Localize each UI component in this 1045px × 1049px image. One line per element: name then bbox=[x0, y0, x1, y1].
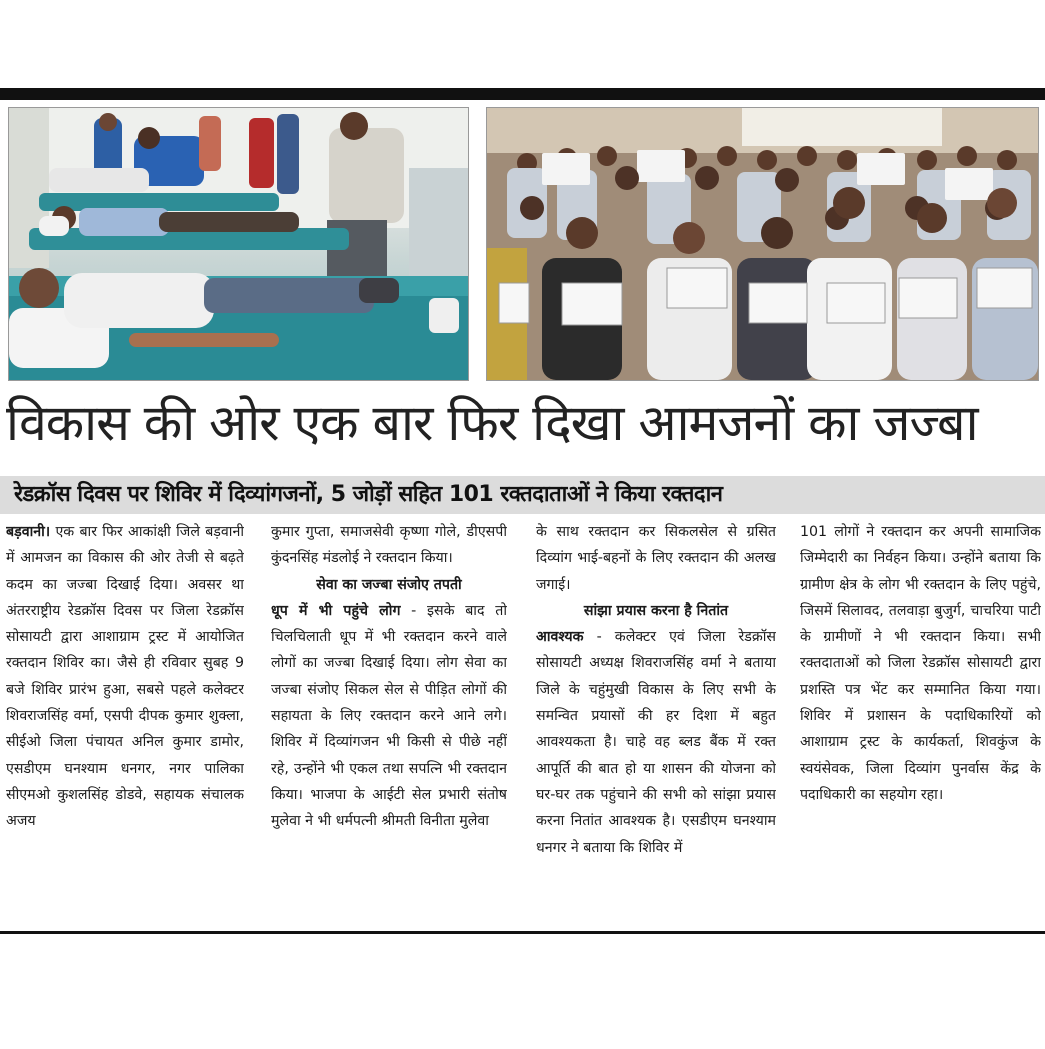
column-3-top-text: के साथ रक्तदान कर सिकलसेल से ग्रसित दिव्यांग भाई-बहनों के लिए रक्तदान की अलख जगाई। bbox=[536, 524, 776, 593]
column-1-paragraph bbox=[6, 519, 244, 835]
blood-donation-illustration bbox=[9, 108, 468, 380]
column-3-text: - कलेक्टर एवं जिला रेडक्रॉस सोसायटी अध्यक्ष शिवराजसिंह वर्मा ने बताया जिले के चहुंमुखी विकास के लिए सभी के समन्वित प्रयासों की हर दिशा में बहुत आवश्यकता है। चाहे वह ब्लड बैंक में रक्त आपूर्ति की बात हो या शासन की योजना को घर-घर तक पहुंचाने की सभी को सांझा प्रयास करना नितांत आवश्यक है। एसडीएम घनश्याम धनगर ने बताया कि शिविर में bbox=[536, 629, 776, 856]
top-rule bbox=[0, 88, 1045, 100]
column-3-paragraph bbox=[536, 624, 776, 861]
crosshead-seva-line-2: धूप में भी पहुंचे लोग bbox=[271, 602, 401, 619]
column-4-text: 101 लोगों ने रक्तदान कर अपनी सामाजिक जिम्मेदारी का निर्वहन किया। उन्होंने बताया कि ग्रामीण क्षेत्र के लोग भी रक्तदान के लिए पहुंचे, जिसमें सिलावद, तलवाड़ा बुजुर्ग, चाचरिया पाटी के ग्रामीणों ने भी रक्तदान किया। सभी रक्तदाताओं को जिला रेडक्रॉस सोसायटी द्वारा प्रशस्ति पत्र भेंट कर सम्मानित किया गया। शिविर में प्रशासन के पदाधिकारियों को आशाग्राम ट्रस्ट के कार्यकर्ता, शिवकुंज के स्वयंसेवक, जिला दिव्यांग पुनर्वास केंद्र के पदाधिकारी का सहयोग रहा। bbox=[800, 524, 1041, 803]
blood-donation-photo bbox=[8, 107, 469, 381]
article-column-3 bbox=[536, 519, 776, 927]
column-2-paragraph bbox=[271, 598, 507, 835]
column-2-top-text: कुमार गुप्ता, समाजसेवी कृष्णा गोले, डीएसपी कुंदनसिंह मंडलोई ने रक्तदान किया। bbox=[271, 524, 507, 567]
column-2-text: - इसके बाद तो चिलचिलाती धूप में भी रक्तदान करने वाले लोगों का जज्बा दिखाई दिया। लोग सेवा का जज्बा संजोए सिकल सेल से पीड़ित लोगों की सहायता के लिए रक्तदान करने आने लगे। शिविर में दिव्यांगजन भी किसी से पीछे नहीं रहे, उन्होंने भी एकल तथा सपत्नि भी रक्तदान किया। भाजपा के आईटी सेल प्रभारी संतोष मुलेवा ने भी धर्मपत्नी श्रीमती विनीता मुलेवा bbox=[271, 602, 507, 830]
crosshead-seva: सेवा का जज्बा संजोए तपती bbox=[316, 576, 462, 593]
subheadline: रेडक्रॉस दिवस पर शिविर में दिव्यांगजनों, 5 जोड़ों सहित 101 रक्तदाताओं ने किया रक्तदान bbox=[14, 482, 723, 507]
bottom-rule bbox=[0, 931, 1045, 934]
group-illustration bbox=[487, 108, 1038, 380]
article-column-1 bbox=[6, 519, 244, 927]
headline: विकास की ओर एक बार फिर दिखा आमजनों का जज्बा bbox=[6, 394, 978, 452]
dateline: बड़वानी। bbox=[6, 524, 51, 540]
article-column-4 bbox=[800, 519, 1041, 927]
crosshead-sanjha: सांझा प्रयास करना है नितांत bbox=[583, 602, 729, 619]
crosshead-sanjha-line-2: आवश्यक bbox=[536, 629, 584, 646]
column-1-text: एक बार फिर आकांक्षी जिले बड़वानी में आमजन का विकास की ओर तेजी से बढ़ते कदम का जज्बा दिखाई दिया। अवसर था अंतरराष्ट्रीय रेडक्रॉस दिवस पर जिला रेडक्रॉस सोसायटी द्वारा आशाग्राम ट्रस्ट में आयोजित रक्तदान शिविर का। जैसे ही रविवार सुबह 9 बजे शिविर प्रारंभ हुआ, सबसे पहले कलेक्टर शिवराजसिंह वर्मा, एसपी दीपक कुमार शुक्ला, सीईओ जिला पंचायत अनिल कुमार डामोर, एसडीएम घनश्याम धनगर, नगर पालिका सीएमओ कुशलसिंह डोडवे, सहायक संचालक अजय bbox=[6, 524, 244, 830]
certificate-group-photo bbox=[486, 107, 1039, 381]
article-column-2 bbox=[271, 519, 507, 927]
